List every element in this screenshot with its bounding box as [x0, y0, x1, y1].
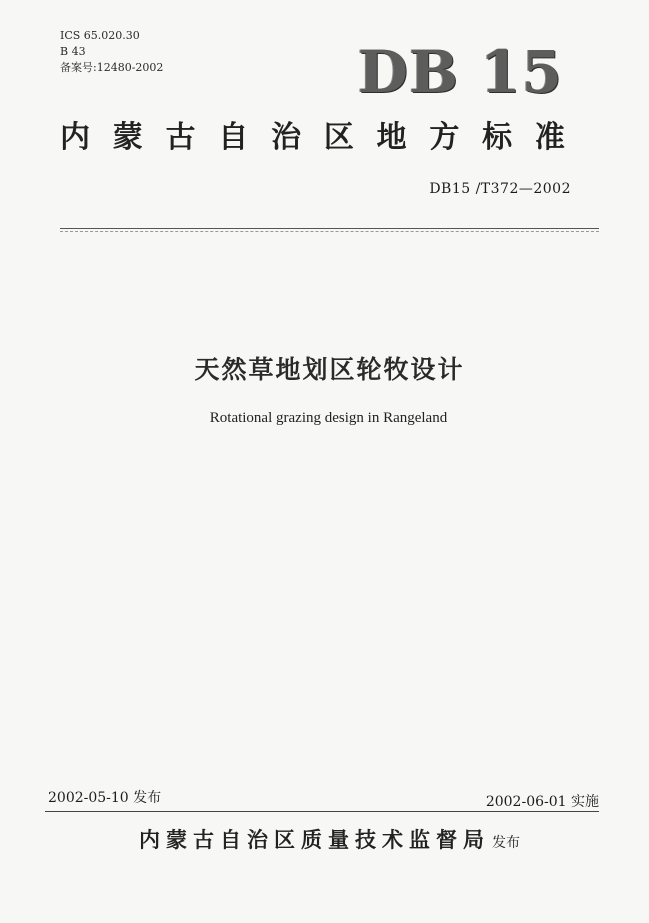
heading-char: 自 [218, 120, 249, 155]
heading-char: 古 [165, 120, 196, 155]
chinese-title: 天然草地划区轮牧设计 [194, 355, 465, 384]
header-divider-secondary [60, 231, 599, 232]
heading-char: 蒙 [112, 120, 143, 155]
issuer-line [0, 824, 649, 854]
heading-char: 方 [429, 120, 460, 155]
heading-char: 标 [482, 120, 513, 155]
header-divider [60, 228, 599, 229]
implement-date: 2002-06-01 实施 [485, 794, 599, 810]
english-title: Rotational grazing design in Rangeland [209, 410, 448, 426]
filing-number: 备案号:12480-2002 [60, 61, 164, 74]
issuer-organization: 内蒙古自治区质量技术监督局 [139, 827, 490, 852]
publish-date: 2002-05-10 发布 [48, 790, 162, 806]
issuer-suffix: 发布 [492, 835, 520, 851]
heading-char: 治 [271, 120, 302, 155]
heading-char: 准 [534, 120, 565, 155]
standard-type-heading [60, 118, 565, 158]
standard-code: DB15 /T372—2002 [429, 181, 571, 197]
category-code: B 43 [60, 45, 86, 58]
heading-char: 内 [60, 120, 90, 155]
footer-divider [45, 811, 599, 812]
db15-logo: DB 15 [357, 38, 563, 106]
ics-code: ICS 65.020.30 [60, 29, 140, 42]
heading-char: 区 [323, 120, 354, 155]
classification-block [60, 28, 163, 76]
heading-char: 地 [376, 120, 407, 155]
